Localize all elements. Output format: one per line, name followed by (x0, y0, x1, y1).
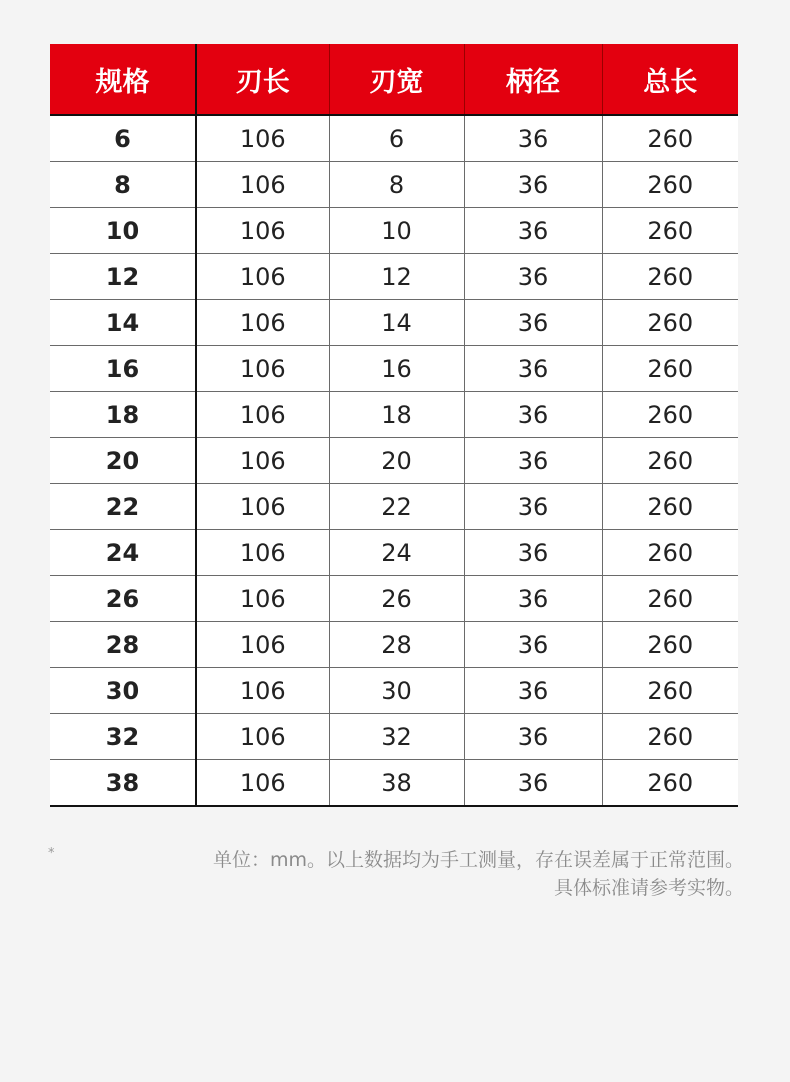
table-row (50, 392, 738, 438)
cell-shank-diameter: 36 (464, 622, 602, 668)
cell-spec: 30 (50, 668, 196, 714)
cell-spec: 38 (50, 760, 196, 807)
note-marker: * (48, 846, 55, 861)
cell-total-length: 260 (602, 392, 738, 438)
cell-shank-diameter: 36 (464, 115, 602, 162)
cell-blade-length: 106 (196, 300, 329, 346)
cell-total-length: 260 (602, 760, 738, 807)
cell-spec: 10 (50, 208, 196, 254)
cell-total-length: 260 (602, 714, 738, 760)
cell-spec: 24 (50, 530, 196, 576)
cell-total-length: 260 (602, 438, 738, 484)
cell-total-length: 260 (602, 300, 738, 346)
table-row (50, 346, 738, 392)
cell-spec: 6 (50, 115, 196, 162)
cell-shank-diameter: 36 (464, 208, 602, 254)
cell-blade-width: 18 (329, 392, 464, 438)
cell-spec: 20 (50, 438, 196, 484)
table-body (50, 115, 738, 806)
cell-total-length: 260 (602, 668, 738, 714)
cell-total-length: 260 (602, 208, 738, 254)
cell-spec: 22 (50, 484, 196, 530)
cell-total-length: 260 (602, 115, 738, 162)
cell-blade-width: 12 (329, 254, 464, 300)
cell-blade-width: 26 (329, 576, 464, 622)
header-shank-diameter: 柄径 (464, 44, 602, 115)
table-row (50, 622, 738, 668)
cell-total-length: 260 (602, 530, 738, 576)
cell-blade-width: 22 (329, 484, 464, 530)
table-row (50, 576, 738, 622)
table-row (50, 438, 738, 484)
table-header (50, 44, 738, 115)
cell-blade-width: 14 (329, 300, 464, 346)
unit-note-line-1: 单位：mm。以上数据均为手工测量，存在误差属于正常范围。 (212, 849, 744, 871)
cell-blade-length: 106 (196, 484, 329, 530)
cell-blade-width: 16 (329, 346, 464, 392)
cell-blade-length: 106 (196, 254, 329, 300)
cell-shank-diameter: 36 (464, 576, 602, 622)
cell-spec: 28 (50, 622, 196, 668)
cell-total-length: 260 (602, 346, 738, 392)
header-blade-length: 刃长 (196, 44, 329, 115)
cell-blade-width: 20 (329, 438, 464, 484)
cell-shank-diameter: 36 (464, 254, 602, 300)
header-spec: 规格 (50, 44, 196, 115)
cell-spec: 16 (50, 346, 196, 392)
cell-blade-width: 28 (329, 622, 464, 668)
cell-total-length: 260 (602, 254, 738, 300)
spec-table (50, 44, 738, 807)
table-row (50, 254, 738, 300)
table-row (50, 714, 738, 760)
cell-shank-diameter: 36 (464, 530, 602, 576)
cell-total-length: 260 (602, 162, 738, 208)
cell-blade-length: 106 (196, 346, 329, 392)
cell-shank-diameter: 36 (464, 760, 602, 807)
cell-blade-length: 106 (196, 714, 329, 760)
cell-shank-diameter: 36 (464, 484, 602, 530)
cell-total-length: 260 (602, 484, 738, 530)
cell-total-length: 260 (602, 576, 738, 622)
cell-spec: 14 (50, 300, 196, 346)
cell-shank-diameter: 36 (464, 392, 602, 438)
cell-blade-width: 30 (329, 668, 464, 714)
cell-total-length: 260 (602, 622, 738, 668)
cell-blade-width: 8 (329, 162, 464, 208)
cell-blade-length: 106 (196, 162, 329, 208)
unit-note-line-2: 具体标准请参考实物。 (553, 877, 744, 899)
cell-spec: 26 (50, 576, 196, 622)
table-row (50, 115, 738, 162)
cell-shank-diameter: 36 (464, 668, 602, 714)
table-row (50, 760, 738, 807)
cell-blade-length: 106 (196, 760, 329, 807)
cell-shank-diameter: 36 (464, 714, 602, 760)
cell-blade-width: 24 (329, 530, 464, 576)
cell-blade-length: 106 (196, 530, 329, 576)
table-row (50, 484, 738, 530)
cell-shank-diameter: 36 (464, 162, 602, 208)
cell-spec: 18 (50, 392, 196, 438)
cell-blade-length: 106 (196, 392, 329, 438)
table-row (50, 530, 738, 576)
header-total-length: 总长 (602, 44, 738, 115)
cell-blade-length: 106 (196, 622, 329, 668)
cell-shank-diameter: 36 (464, 346, 602, 392)
cell-shank-diameter: 36 (464, 438, 602, 484)
table-row (50, 208, 738, 254)
cell-blade-width: 10 (329, 208, 464, 254)
cell-spec: 12 (50, 254, 196, 300)
cell-blade-width: 32 (329, 714, 464, 760)
cell-blade-length: 106 (196, 668, 329, 714)
cell-blade-width: 6 (329, 115, 464, 162)
unit-note (104, 846, 744, 902)
cell-spec: 32 (50, 714, 196, 760)
cell-blade-length: 106 (196, 208, 329, 254)
cell-blade-length: 106 (196, 438, 329, 484)
cell-shank-diameter: 36 (464, 300, 602, 346)
table-row (50, 668, 738, 714)
header-row (50, 44, 738, 115)
cell-blade-length: 106 (196, 576, 329, 622)
cell-blade-length: 106 (196, 115, 329, 162)
cell-blade-width: 38 (329, 760, 464, 807)
table-row (50, 300, 738, 346)
table-row (50, 162, 738, 208)
header-blade-width: 刃宽 (329, 44, 464, 115)
cell-spec: 8 (50, 162, 196, 208)
